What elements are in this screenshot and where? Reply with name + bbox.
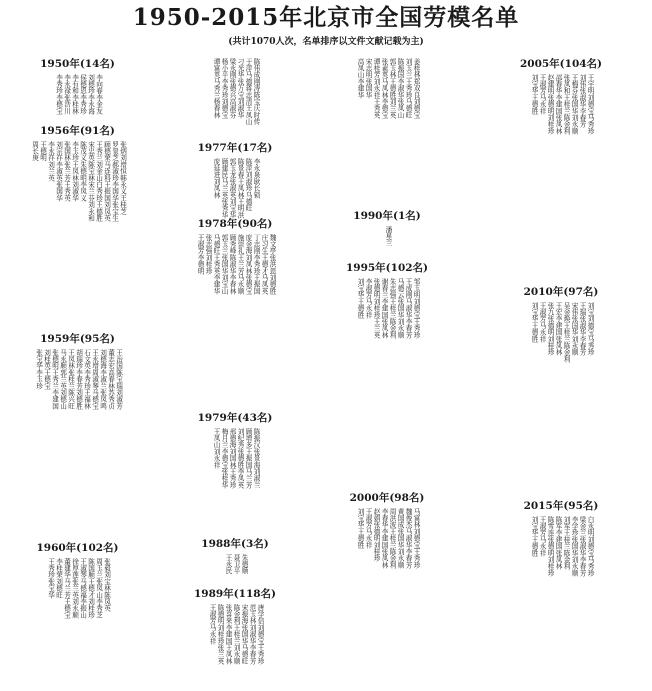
name-column: 王秀珍张宝华 bbox=[46, 558, 55, 599]
name-columns bbox=[312, 278, 462, 487]
name-column: 王梅芬张国华刘永顺 bbox=[570, 74, 578, 135]
section-1977 bbox=[160, 142, 310, 219]
name-columns bbox=[160, 58, 310, 138]
name-column: 王德明 bbox=[38, 141, 47, 162]
name-column: 王淑芳马永祥 bbox=[364, 508, 372, 549]
page-subtitle: (共计1070人次，名单排序以文件文献记载为主) bbox=[228, 37, 424, 47]
name-column: 王凤林张桂兰陈兴旺 bbox=[66, 349, 75, 410]
name-column: 胡瑞珍李春芳刘德胜 bbox=[74, 349, 83, 410]
name-column: 陈伟成刚涛陈宝庆时传 bbox=[252, 58, 260, 125]
name-columns bbox=[470, 302, 652, 498]
name-columns bbox=[0, 558, 155, 691]
name-column: 宋志明张国华 bbox=[364, 58, 372, 99]
name-column: 李有和李桂林 bbox=[70, 74, 79, 115]
name-column: 杨小平李秀珍刘德宝 bbox=[220, 58, 228, 119]
name-column: 谭富英马秀兰杨春林 bbox=[212, 58, 220, 119]
section-2015 bbox=[470, 500, 652, 691]
section-heading: 2000年(98名) bbox=[349, 492, 425, 504]
section-heading: 1960年(102名) bbox=[36, 542, 119, 554]
name-column: 李桂荣刘德旺 bbox=[54, 558, 63, 599]
section-heading: 1977年(17名) bbox=[197, 142, 273, 154]
name-column: 王永增周淑琴马德宝 bbox=[90, 349, 99, 410]
name-column: 王宇明刘德宝马秀珍 bbox=[586, 74, 594, 135]
section-1988 bbox=[160, 538, 310, 578]
section-1960 bbox=[0, 542, 155, 691]
name-column: 范玉林刘淑华李春芳 bbox=[248, 604, 256, 665]
name-column: 李向春李金友 bbox=[94, 74, 103, 115]
name-column: 马德云张国华刘永顺 bbox=[396, 278, 404, 339]
name-column: 王淑芳李德明 bbox=[196, 234, 204, 275]
name-column: 陈雪连张德明刘桂珍 bbox=[546, 516, 554, 577]
name-column: 顾增多王振国马兰芳 bbox=[244, 428, 252, 489]
name-column: 周玉兰张凤山李秀芝 bbox=[94, 558, 103, 619]
name-columns bbox=[0, 349, 155, 533]
name-column: 聂卫平 bbox=[232, 554, 240, 575]
name-column: 陈金利王桂兰刘永顺 bbox=[232, 604, 240, 665]
section-1990 bbox=[312, 210, 462, 247]
name-column: 王淑芳马永祥 bbox=[538, 302, 546, 343]
name-column: 马永顺郭兰英刘德山 bbox=[58, 349, 67, 410]
name-column: 李秀珍李德宝 bbox=[54, 74, 63, 115]
name-column: 刘军王桂兰陈金利 bbox=[562, 516, 570, 570]
name-column: 陈萍刘淑珍马德旺 bbox=[244, 158, 252, 212]
section-heading: 1988年(3名) bbox=[201, 538, 269, 550]
name-column: 李淑芳马永祥 bbox=[364, 278, 372, 319]
name-column: 魏文亭张洪恩刘德胜 bbox=[268, 234, 276, 295]
name-column: 张国林张兰芳王秀英 bbox=[62, 141, 71, 202]
name-column: 罗景芝郝淑珍李国华张宝生 bbox=[110, 141, 119, 222]
name-column: 刘玉兰王秀珍马德旺 bbox=[404, 58, 412, 119]
name-column: 施崇礼王兰芳马永顺 bbox=[236, 234, 244, 295]
name-column: 梁金兰张淑华李春芳 bbox=[578, 516, 586, 577]
name-column: 陈振汉张景海刘淑兰 bbox=[252, 428, 260, 489]
name-column: 李永祥刘兰英 bbox=[46, 141, 55, 182]
name-column: 李学珍张国华刘永顺 bbox=[570, 516, 578, 577]
name-column: 石文英李秀珍王福林 bbox=[82, 349, 91, 410]
section-heading: 1956年(91名) bbox=[40, 125, 115, 137]
name-column: 刘宗祥李淑英张国华 bbox=[54, 141, 63, 202]
section-1995 bbox=[312, 262, 462, 487]
name-column: 赵娟张德明刘桂珍 bbox=[372, 508, 380, 562]
name-column: 邹玉明刘德宝王秀珍 bbox=[412, 278, 420, 339]
name-column: 宋忠英陈宝林宋兰芬刘永和 bbox=[86, 141, 95, 222]
name-column: 张九张德明刘桂珍 bbox=[546, 302, 554, 356]
name-column: 赵建明张德明刘桂珍 bbox=[546, 74, 554, 135]
name-column: 张凤和王桂兰陈金利 bbox=[562, 74, 570, 135]
name-column: 于萍马德蒋志清王凤山 bbox=[244, 58, 252, 125]
section-colB bbox=[312, 58, 462, 198]
name-column: 刘宝华王德胜 bbox=[356, 508, 364, 549]
name-column: 魏俊杰马淑华李春芳 bbox=[404, 508, 412, 569]
section-2010 bbox=[470, 286, 652, 498]
section-heading: 1979年(43名) bbox=[197, 412, 273, 424]
name-column: 周长庚 bbox=[30, 141, 39, 162]
name-column: 张毅刘宝林陈凤英 bbox=[102, 558, 111, 612]
name-column: 刘伟张淑华李春芳 bbox=[578, 74, 586, 128]
section-heading: 2005年(104名) bbox=[519, 58, 603, 70]
name-column: 王永民 bbox=[224, 554, 232, 575]
name-column: 侯德恩李秀珍 bbox=[78, 74, 87, 115]
name-column: 王成刚马淑华李春芳 bbox=[404, 278, 412, 339]
name-column: 郭玉林王德胜刘兰英 bbox=[388, 58, 396, 119]
name-column: 吴金焕王桂兰陈金利 bbox=[562, 302, 570, 363]
name-column: 刘桂英王德宝 bbox=[42, 349, 51, 390]
section-1959 bbox=[0, 333, 155, 533]
section-heading: 1978年(90名) bbox=[197, 218, 273, 230]
name-column: 马富林刘德宝王秀珍 bbox=[412, 508, 420, 569]
name-column: 姜桂林郑双良刘德宝 bbox=[412, 58, 420, 119]
name-column: 潘星兰 bbox=[384, 226, 392, 247]
name-column: 陈景春王凤林王明洪 bbox=[236, 158, 244, 219]
name-column: 朱志强王桂兰陈金利 bbox=[388, 278, 396, 339]
name-column: 董志宏高春林苏秀贞 bbox=[106, 349, 115, 410]
section-heading: 1989年(118名) bbox=[193, 588, 277, 600]
name-column: 李永泉耿长锁 bbox=[252, 158, 260, 199]
name-columns bbox=[0, 141, 155, 325]
name-columns bbox=[312, 508, 462, 691]
section-2000 bbox=[312, 492, 462, 691]
name-column: 王凤山刘永祥 bbox=[212, 428, 220, 469]
section-1989 bbox=[160, 588, 310, 691]
name-column: 陈茂义朱德明李凤义 bbox=[78, 141, 87, 202]
name-column: 董建华马兰芳王德宝 bbox=[62, 558, 71, 619]
section-heading: 1959年(95名) bbox=[40, 333, 115, 345]
name-column: 顾德荣马连科王振国刘凤英 bbox=[102, 141, 111, 222]
name-columns bbox=[312, 58, 462, 198]
name-column: 张宝华李玉珍 bbox=[34, 349, 43, 390]
name-column: 张素英马凤林李德宝 bbox=[380, 58, 388, 119]
name-column: 梅月兰李德宝张桂华 bbox=[220, 428, 228, 489]
section-heading: 1950年(14名) bbox=[40, 58, 115, 70]
name-column: 邢德海刘国林王秀珍 bbox=[228, 428, 236, 489]
name-column: 陈国顺王德才刘桂珍 bbox=[86, 558, 95, 619]
name-columns bbox=[160, 158, 310, 219]
name-column: 王治国陈宝瑞刘淑芳 bbox=[114, 349, 123, 410]
name-column: 徐厚莲张兰英刘永顺 bbox=[70, 558, 79, 619]
name-column: 谭桂芳刘永祥王秀英 bbox=[372, 58, 380, 119]
name-column: 王瑞张淑华李春芳 bbox=[578, 302, 586, 356]
name-column: 王淑芳马永祥 bbox=[538, 74, 546, 115]
name-column: 刘德珍李永海 bbox=[86, 74, 95, 115]
name-column: 陈德明刘桂珍张兰英 bbox=[216, 604, 224, 665]
name-column: 朱德顺 bbox=[240, 554, 248, 575]
name-column: 刘宝华王德胜 bbox=[530, 74, 538, 115]
name-column: 陈振国李淑华张凤山 bbox=[396, 58, 404, 119]
section-1950 bbox=[0, 58, 155, 118]
section-1956 bbox=[0, 125, 155, 325]
name-column: 王宏李建国张凤林 bbox=[554, 302, 562, 356]
section-1979 bbox=[160, 412, 310, 532]
name-column: 梁永刚张德兴高淑芬 bbox=[228, 58, 236, 119]
name-column: 高凤山李建华 bbox=[356, 58, 364, 99]
name-column: 刘宝刘德宝马秀珍 bbox=[586, 302, 594, 356]
name-columns bbox=[160, 234, 310, 408]
name-column: 庄习生王德才马凤英 bbox=[260, 234, 268, 295]
section-heading: 1990年(1名) bbox=[353, 210, 421, 222]
name-column: 刘宝华王德胜 bbox=[530, 302, 538, 343]
name-column: 张喜来李建国王凤林 bbox=[224, 604, 232, 665]
name-column: 庞金海刘凤林张德宝 bbox=[244, 234, 252, 295]
name-column: 唐学信刘德宝王秀珍 bbox=[256, 604, 264, 665]
section-2005 bbox=[470, 58, 652, 283]
name-column: 张志强刘桂珍 bbox=[204, 234, 212, 275]
name-column: 王淑芳马永祥 bbox=[208, 604, 216, 645]
name-column: 邵春华李建国张凤林 bbox=[554, 74, 562, 135]
section-1978 bbox=[160, 218, 310, 408]
name-column: 顾建民马兰英张秀华 bbox=[220, 158, 228, 219]
name-columns bbox=[160, 604, 310, 691]
name-columns bbox=[0, 74, 155, 118]
name-column: 陈军李建国张凤林 bbox=[554, 516, 562, 570]
name-column: 王淑琴马德福李振山 bbox=[78, 558, 87, 619]
name-column: 顾秀峰陈淑华李春林 bbox=[228, 234, 236, 295]
name-column: 王秀兰刘金山白秀珍王德胜 bbox=[94, 141, 103, 222]
name-column: 丁志刚李秀珍王振国 bbox=[252, 234, 260, 295]
name-column: 刘纪秀张德胜李凤英 bbox=[236, 428, 244, 489]
section-heading: 2010年(97名) bbox=[523, 286, 599, 298]
name-column: 宋伟张国华刘永顺 bbox=[570, 302, 578, 356]
name-column: 周洪波王桂兰陈金利 bbox=[388, 508, 396, 569]
page-title: 1950-2015年北京市全国劳模名单 bbox=[132, 4, 520, 31]
section-heading: 1995年(102名) bbox=[345, 262, 429, 274]
name-column: 谢春兰李建国张凤林 bbox=[380, 278, 388, 339]
name-column: 白永明刘德宝马秀珍 bbox=[586, 516, 594, 577]
name-columns bbox=[470, 516, 652, 691]
name-columns bbox=[160, 428, 310, 532]
section-heading: 2015年(95名) bbox=[523, 500, 599, 512]
name-column: 李玉珍王凤林刘淑华 bbox=[70, 141, 79, 202]
name-columns bbox=[312, 226, 462, 247]
name-columns bbox=[160, 554, 310, 578]
name-column: 马德旺王秀英李建华 bbox=[212, 234, 220, 295]
name-column: 黄国成张国华刘永顺 bbox=[396, 508, 404, 569]
name-column: 刘德海李淑兰张凤鸣 bbox=[98, 349, 107, 410]
name-column: 庞延进刘凤林 bbox=[212, 158, 220, 199]
name-column: 李永禄张浩川 bbox=[62, 74, 71, 115]
name-column: 李春华李建国张凤林 bbox=[380, 508, 388, 569]
name-column: 宋振海张国华马德旺 bbox=[240, 604, 248, 665]
name-column: 刁光华张万宝刘淑华 bbox=[236, 58, 244, 119]
name-column: 王淑芳马永祥 bbox=[538, 516, 546, 557]
name-column: 郭玉龙张淑英刘宝华 bbox=[228, 158, 236, 219]
name-column: 郭玉兰张国华刘宝山 bbox=[220, 234, 228, 295]
section-colA bbox=[160, 58, 310, 138]
name-column: 刘宝华王德胜 bbox=[356, 278, 364, 319]
name-column: 张德明刘桂珍王兰英 bbox=[372, 278, 380, 339]
name-column: 刘宝华王德胜 bbox=[530, 516, 538, 557]
name-columns bbox=[470, 74, 652, 283]
name-column: 张炳刘增恒韩永义王桂芝 bbox=[118, 141, 127, 215]
name-column: 张德明王秀兰李建国 bbox=[50, 349, 59, 410]
